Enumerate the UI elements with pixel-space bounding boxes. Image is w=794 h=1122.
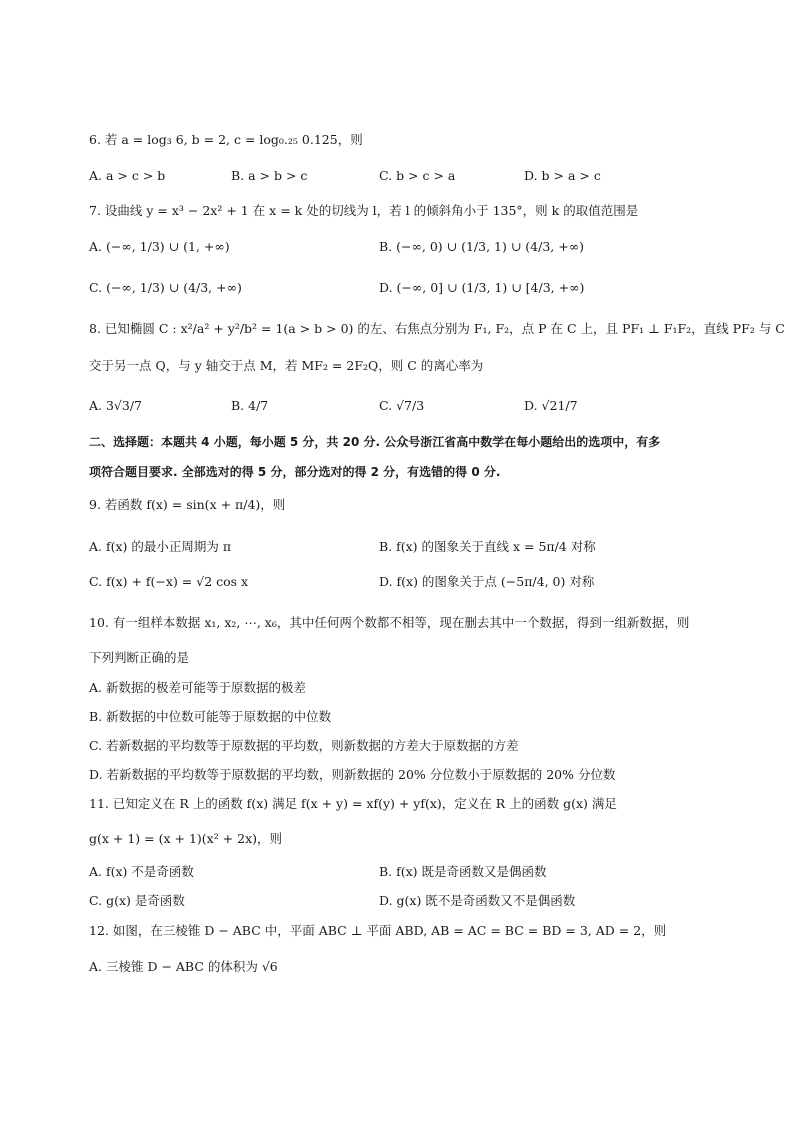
question-7-stem: 7. 设曲线 y = x³ − 2x² + 1 在 x = k 处的切线为 l，若 l 的倾斜角小于 135°，则 k 的取值范围是 (89, 203, 639, 218)
question-12-stem: 12. 如图，在三棱锥 D − ABC 中，平面 ABC ⊥ 平面 ABD, AB = AC = BC = BD = 3, AD = 2，则 (89, 923, 667, 938)
q11-option-d: D. g(x) 既不是奇函数又不是偶函数 (379, 893, 576, 908)
q7-option-a: A. (−∞, 1/3) ∪ (1, +∞) (89, 239, 230, 254)
q9-option-d: D. f(x) 的图象关于点 (−5π/4, 0) 对称 (379, 574, 595, 589)
q9-option-c: C. f(x) + f(−x) = √2 cos x (89, 574, 249, 589)
q8-option-a: A. 3√3/7 (89, 398, 143, 413)
q8-option-d: D. √21/7 (524, 398, 578, 413)
q7-option-d: D. (−∞, 0] ∪ (1/3, 1) ∪ [4/3, +∞) (379, 280, 585, 295)
q10-option-c: C. 若新数据的平均数等于原数据的平均数，则新数据的方差大于原数据的方差 (89, 738, 519, 753)
q10-option-a: A. 新数据的极差可能等于原数据的极差 (89, 680, 306, 695)
question-10-stem-line2: 下列判断正确的是 (89, 650, 190, 665)
q12-option-a: A. 三棱锥 D − ABC 的体积为 √6 (89, 959, 278, 974)
question-10-stem-line1: 10. 有一组样本数据 x₁, x₂, ⋯, x₆，其中任何两个数都不相等，现在删去其中一个数据，得到一组新数据，则 (89, 615, 690, 630)
q11-option-b: B. f(x) 既是奇函数又是偶函数 (379, 864, 547, 879)
q11-option-a: A. f(x) 不是奇函数 (89, 864, 194, 879)
question-11-stem-line2: g(x + 1) = (x + 1)(x² + 2x)，则 (89, 831, 283, 846)
q6-option-a: A. a > c > b (89, 168, 166, 183)
section-2-heading-line1: 二、选择题：本题共 4 小题，每小题 5 分，共 20 分. 公众号浙江省高中数学在每小题给出的选项中，有多 (89, 435, 661, 449)
q10-option-d: D. 若新数据的平均数等于原数据的平均数，则新数据的 20% 分位数小于原数据的 20% 分位数 (89, 767, 616, 782)
section-2-heading-line2: 项符合题目要求. 全部选对的得 5 分，部分选对的得 2 分，有选错的得 0 分. (89, 465, 501, 479)
question-8-stem-line1: 8. 已知椭圆 C : x²/a² + y²/b² = 1(a > b > 0) 的左、右焦点分别为 F₁, F₂，点 P 在 C 上，且 PF₁ ⊥ F₁F₂，直线 PF₂ 与 C (89, 321, 785, 336)
q8-option-c: C. √7/3 (379, 398, 425, 413)
question-8-stem-line2: 交于另一点 Q，与 y 轴交于点 M，若 MF₂ = 2F₂Q，则 C 的离心率为 (89, 358, 484, 373)
question-9-stem: 9. 若函数 f(x) = sin(x + π/4)，则 (89, 497, 286, 512)
q10-option-b: B. 新数据的中位数可能等于原数据的中位数 (89, 709, 332, 724)
q8-option-b: B. 4/7 (231, 398, 269, 413)
q9-option-b: B. f(x) 的图象关于直线 x = 5π/4 对称 (379, 539, 596, 554)
q6-option-d: D. b > a > c (524, 168, 601, 183)
question-11-stem-line1: 11. 已知定义在 R 上的函数 f(x) 满足 f(x + y) = xf(y) + yf(x)，定义在 R 上的函数 g(x) 满足 (89, 796, 617, 811)
q7-option-b: B. (−∞, 0) ∪ (1/3, 1) ∪ (4/3, +∞) (379, 239, 584, 254)
q6-option-c: C. b > c > a (379, 168, 456, 183)
q6-option-b: B. a > b > c (231, 168, 308, 183)
q7-option-c: C. (−∞, 1/3) ∪ (4/3, +∞) (89, 280, 242, 295)
q9-option-a: A. f(x) 的最小正周期为 π (89, 539, 232, 554)
question-6-stem: 6. 若 a = log₃ 6, b = 2, c = log₀.₂₅ 0.125，则 (89, 132, 363, 147)
q11-option-c: C. g(x) 是奇函数 (89, 893, 185, 908)
